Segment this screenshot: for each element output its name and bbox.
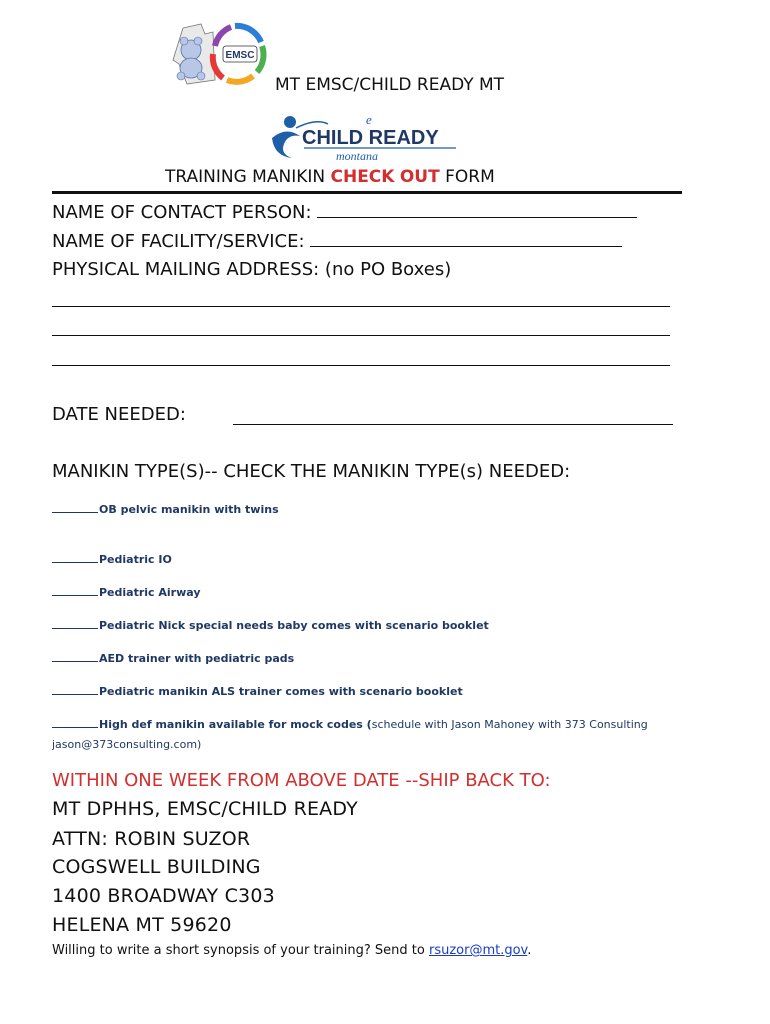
option-checkbox[interactable] <box>52 727 98 728</box>
synopsis-note <box>52 943 531 958</box>
address-field <box>52 259 451 280</box>
option-label: High def manikin available for mock codes ( <box>99 718 372 731</box>
address-line: MT DPHHS, EMSC/CHILD READY <box>52 798 358 820</box>
child-ready-logo-subtext: montana <box>336 149 378 162</box>
option-label: OB pelvic manikin with twins <box>99 503 279 516</box>
date-needed-label: DATE NEEDED: <box>52 404 186 425</box>
option-label: Pediatric Nick special needs baby comes with scenario booklet <box>99 619 489 632</box>
option-checkbox[interactable] <box>52 628 98 629</box>
svg-text:e: e <box>366 112 372 127</box>
date-needed-field <box>52 404 186 425</box>
child-ready-logo <box>266 110 466 162</box>
option-checkbox[interactable] <box>52 562 98 563</box>
address-blank-2[interactable] <box>52 335 670 336</box>
form-title-prefix: TRAINING MANIKIN <box>165 167 331 187</box>
option-ob-pelvic <box>52 503 279 516</box>
emsc-logo-text: EMSC <box>225 50 255 61</box>
option-label: AED trainer with pediatric pads <box>99 652 295 665</box>
child-ready-logo-text: CHILD READY <box>302 127 439 149</box>
form-title-check: CHECK <box>330 167 395 187</box>
synopsis-text: Willing to write a short synopsis of your training? Send to <box>52 943 429 958</box>
address-blank-3[interactable] <box>52 365 670 366</box>
option-aed-trainer <box>52 652 294 665</box>
address-blank-1[interactable] <box>52 306 670 307</box>
emsc-logo <box>165 20 275 88</box>
form-title-suffix: FORM <box>439 167 495 187</box>
option-als-trainer <box>52 685 463 698</box>
option-label: Pediatric Airway <box>99 586 201 599</box>
address-line: ATTN: ROBIN SUZOR <box>52 828 251 850</box>
option-label: Pediatric IO <box>99 553 172 566</box>
option-pediatric-airway <box>52 586 201 599</box>
option-pediatric-nick <box>52 619 489 632</box>
header-title: MT EMSC/CHILD READY MT <box>275 75 505 95</box>
address-line: HELENA MT 59620 <box>52 914 232 936</box>
date-needed-blank[interactable] <box>233 424 673 425</box>
option-high-def-contact: jason@373consulting.com) <box>52 738 202 751</box>
facility-field <box>52 230 622 252</box>
option-checkbox[interactable] <box>52 661 98 662</box>
email-link[interactable]: rsuzor@mt.gov <box>428 943 528 958</box>
option-label: Pediatric manikin ALS trainer comes with scenario booklet <box>99 685 463 698</box>
address-line: 1400 BROADWAY C303 <box>52 885 275 907</box>
contact-person-field <box>52 201 637 223</box>
option-pediatric-io <box>52 553 172 566</box>
ship-back-heading: WITHIN ONE WEEK FROM ABOVE DATE --SHIP BACK TO: <box>52 770 551 791</box>
contact-person-blank[interactable] <box>317 201 637 218</box>
facility-label: NAME OF FACILITY/SERVICE: <box>52 231 305 252</box>
synopsis-period: . <box>527 943 532 958</box>
option-high-def <box>52 718 648 731</box>
option-note: schedule with Jason Mahoney with 373 Consulting <box>371 718 648 731</box>
address-label: PHYSICAL MAILING ADDRESS: (no PO Boxes) <box>52 259 452 280</box>
address-line: COGSWELL BUILDING <box>52 856 261 878</box>
manikin-type-heading: MANIKIN TYPE(S)-- CHECK THE MANIKIN TYPE(s) NEEDED: <box>52 461 571 482</box>
title-divider <box>52 191 682 194</box>
form-title-out: OUT <box>399 167 440 187</box>
option-checkbox[interactable] <box>52 694 98 695</box>
option-checkbox[interactable] <box>52 512 98 513</box>
form-title <box>165 167 495 187</box>
contact-person-label: NAME OF CONTACT PERSON: <box>52 202 312 223</box>
facility-blank[interactable] <box>310 230 622 247</box>
option-checkbox[interactable] <box>52 595 98 596</box>
